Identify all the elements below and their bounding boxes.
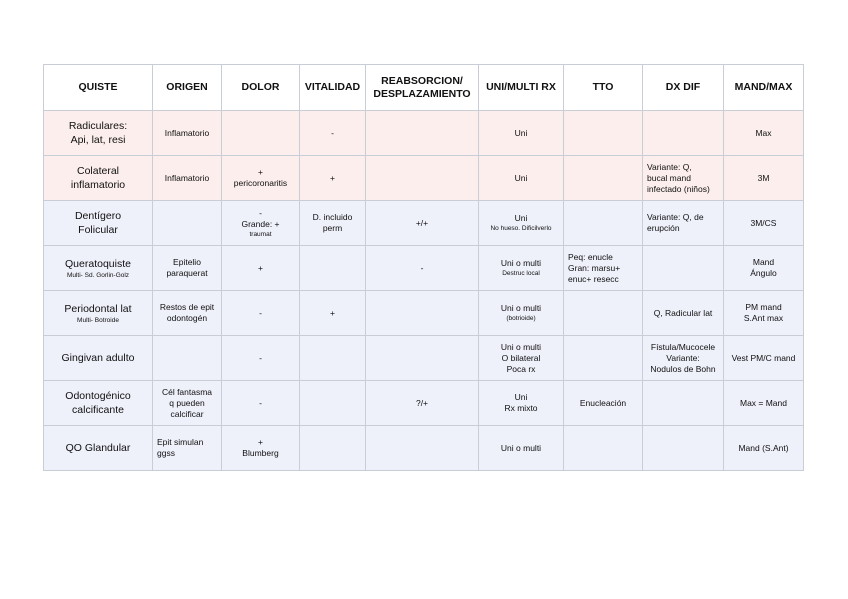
cell-dolor (222, 111, 300, 156)
cell-line: Uni (514, 392, 528, 402)
cell-vitalidad (300, 201, 366, 246)
table-row (44, 336, 804, 381)
cell-vitalidad (300, 156, 366, 201)
cell-tto (564, 426, 643, 471)
cell-uni-multi (479, 426, 564, 471)
cell-reabsorcion (366, 111, 479, 156)
cell-line: S.Ant max (743, 313, 784, 323)
cell-line: Cél fantasma (161, 386, 213, 397)
cell-line: Queratoquiste (65, 257, 131, 270)
cell-note: Multi- Sd. Gorlin-Golz (66, 271, 130, 279)
cell-line: - (420, 262, 424, 273)
cell-line: PM mand (745, 302, 782, 312)
cell-line: bucal mand (647, 172, 691, 183)
cell-line: Folicular (78, 224, 118, 236)
cell-dx-dif (643, 201, 724, 246)
cell-line: Gingivan adulto (61, 352, 135, 364)
cell-line: perm (322, 223, 343, 233)
cell-origen (153, 291, 222, 336)
cell-line: 3M (757, 172, 770, 183)
cell-line: calcificante (72, 404, 124, 416)
cell-line: Rx mixto (504, 403, 538, 413)
cell-line: Mand (S.Ant) (738, 442, 789, 453)
cell-line: + (330, 172, 335, 183)
cell-dolor (222, 201, 300, 246)
cell-dx-dif (643, 111, 724, 156)
cell-note: No hueso. Dificilverlo (490, 225, 552, 232)
cell-line: erupción (647, 223, 680, 233)
cell-line: Peq: enucle (568, 251, 613, 262)
cell-line: Epit simulan (157, 437, 204, 447)
header-tto: TTO (564, 65, 643, 111)
cell-vitalidad (300, 291, 366, 336)
cell-line: D. incluido (312, 212, 353, 222)
header-dolor: DOLOR (222, 65, 300, 111)
cell-line: Fístula/Mucocele (650, 341, 716, 352)
table-row (44, 111, 804, 156)
cell-mand-max (724, 201, 804, 246)
cell-line: 3M/CS (750, 217, 777, 228)
cell-line: Dentígero (74, 210, 122, 222)
cell-vitalidad (300, 336, 366, 381)
cell-line: Max (755, 127, 772, 138)
cell-line: Colateral (76, 165, 120, 177)
cell-line: Epitelio (173, 257, 201, 267)
cell-line: + (258, 167, 263, 177)
cell-vitalidad (300, 246, 366, 291)
cell-dolor (222, 291, 300, 336)
cell-uni-multi (479, 381, 564, 426)
cell-line: enuc+ resecc (568, 273, 619, 284)
cell-line: Uni (514, 127, 528, 138)
cell-line: Variante: (666, 352, 700, 363)
cell-quiste (44, 381, 153, 426)
cell-reabsorcion (366, 201, 479, 246)
cell-reabsorcion (366, 336, 479, 381)
cell-mand-max (724, 291, 804, 336)
header-reabsorcion: REABSORCION/ DESPLAZAMIENTO (366, 65, 479, 111)
cell-dx-dif (643, 426, 724, 471)
cell-dx-dif (643, 336, 724, 381)
cell-line: Inflamatorio (164, 172, 210, 183)
cell-uni-multi (479, 156, 564, 201)
cell-line: QO Glandular (65, 442, 131, 454)
cell-note: Destruc local (502, 270, 540, 277)
cell-dx-dif (643, 381, 724, 426)
cell-uni-multi (479, 246, 564, 291)
cell-line: - (259, 352, 262, 363)
header-origen: ORIGEN (153, 65, 222, 111)
cell-line: Uni o multi (500, 258, 542, 268)
cell-line: Periodontal lat (64, 302, 132, 315)
cell-reabsorcion (366, 291, 479, 336)
cell-line: Uni o multi (500, 341, 542, 352)
cell-line: Poca rx (506, 363, 536, 374)
cell-line: Api, lat, resi (70, 134, 126, 146)
cell-vitalidad (300, 381, 366, 426)
cell-line: Vest PM/C mand (731, 352, 796, 363)
cell-dx-dif (643, 246, 724, 291)
cell-mand-max (724, 111, 804, 156)
cell-mand-max (724, 381, 804, 426)
cell-line: Variante: Q, de (647, 212, 704, 222)
cell-line: ?/+ (415, 397, 429, 408)
header-uni-multi: UNI/MULTI RX (479, 65, 564, 111)
cell-line: inflamatorio (70, 179, 126, 191)
header-row (44, 65, 804, 111)
cell-dolor (222, 336, 300, 381)
cell-line: Uni (514, 213, 528, 223)
cell-quiste (44, 246, 153, 291)
cell-line: q pueden (169, 397, 205, 408)
cell-origen (153, 426, 222, 471)
cell-line: Q, Radicular lat (653, 307, 713, 318)
cell-mand-max (724, 336, 804, 381)
cell-line: Uni o multi (500, 303, 542, 313)
header-vitalidad: VITALIDAD (300, 65, 366, 111)
cell-line: pericoronaritis (233, 178, 288, 188)
cell-dolor (222, 426, 300, 471)
cell-uni-multi (479, 201, 564, 246)
cell-origen (153, 111, 222, 156)
cell-origen (153, 381, 222, 426)
cell-dolor (222, 246, 300, 291)
cell-reabsorcion (366, 381, 479, 426)
cell-tto (564, 201, 643, 246)
cell-line: Odontogénico (65, 390, 131, 402)
table-row (44, 246, 804, 291)
cell-vitalidad (300, 111, 366, 156)
table-row (44, 426, 804, 471)
cell-line: Mand (752, 257, 775, 267)
table-row (44, 291, 804, 336)
cell-dx-dif (643, 291, 724, 336)
cell-quiste (44, 426, 153, 471)
cell-tto (564, 246, 643, 291)
cell-line: Gran: marsu+ (568, 262, 621, 273)
cell-line: Ángulo (750, 268, 777, 278)
cell-quiste (44, 291, 153, 336)
cell-line: odontogén (166, 313, 208, 323)
header-quiste: QUISTE (44, 65, 153, 111)
cell-origen (153, 246, 222, 291)
cell-origen (153, 336, 222, 381)
cell-line: Uni o multi (500, 442, 542, 453)
cell-line: - (331, 127, 334, 138)
cell-line: Uni (514, 172, 528, 183)
cell-note: (botrioide) (506, 315, 536, 322)
cell-quiste (44, 156, 153, 201)
cell-line: Blumberg (242, 448, 279, 458)
cell-line: - (259, 207, 262, 218)
cell-origen (153, 201, 222, 246)
cell-reabsorcion (366, 426, 479, 471)
cell-line: + (258, 262, 263, 273)
cell-line: + (258, 437, 263, 447)
cell-line: Radiculares: (68, 120, 128, 132)
cell-reabsorcion (366, 156, 479, 201)
cell-dx-dif (643, 156, 724, 201)
cell-line: infectado (niños) (647, 183, 710, 194)
cell-line: Nodulos de Bohn (650, 363, 716, 374)
cell-mand-max (724, 246, 804, 291)
cell-line: paraquerat (166, 268, 208, 278)
cell-line: Max = Mand (739, 397, 787, 408)
cell-reabsorcion (366, 246, 479, 291)
cell-vitalidad (300, 426, 366, 471)
table-row (44, 381, 804, 426)
cell-origen (153, 156, 222, 201)
table-body (44, 111, 804, 471)
cell-line: Grande: + (241, 218, 280, 229)
cell-tto (564, 291, 643, 336)
table-row (44, 201, 804, 246)
cell-tto (564, 111, 643, 156)
cell-uni-multi (479, 111, 564, 156)
cell-quiste (44, 336, 153, 381)
cell-line: Variante: Q, (647, 161, 692, 172)
cell-dolor (222, 156, 300, 201)
cell-mand-max (724, 426, 804, 471)
cell-mand-max (724, 156, 804, 201)
cell-note: Multi- Botroide (77, 316, 119, 324)
cell-line: Restos de epit (159, 302, 215, 312)
cell-line: Inflamatorio (164, 127, 210, 138)
cell-uni-multi (479, 291, 564, 336)
cell-line: - (259, 397, 262, 408)
cell-line: ggss (157, 448, 175, 458)
cell-quiste (44, 201, 153, 246)
cell-line: - (259, 307, 262, 318)
cell-quiste (44, 111, 153, 156)
cell-dolor (222, 381, 300, 426)
cell-tto (564, 336, 643, 381)
cell-line: calcificar (170, 408, 204, 419)
cell-note: traumat (249, 230, 272, 238)
table-row (44, 156, 804, 201)
cell-line: + (330, 307, 335, 318)
cell-tto (564, 381, 643, 426)
cell-uni-multi (479, 336, 564, 381)
cell-line: Enucleación (579, 397, 627, 408)
cell-line: O bilateral (501, 352, 541, 363)
cyst-comparison-table (43, 64, 804, 471)
cell-line: +/+ (415, 217, 429, 228)
cell-tto (564, 156, 643, 201)
header-mand-max: MAND/MAX (724, 65, 804, 111)
header-dx-dif: DX DIF (643, 65, 724, 111)
